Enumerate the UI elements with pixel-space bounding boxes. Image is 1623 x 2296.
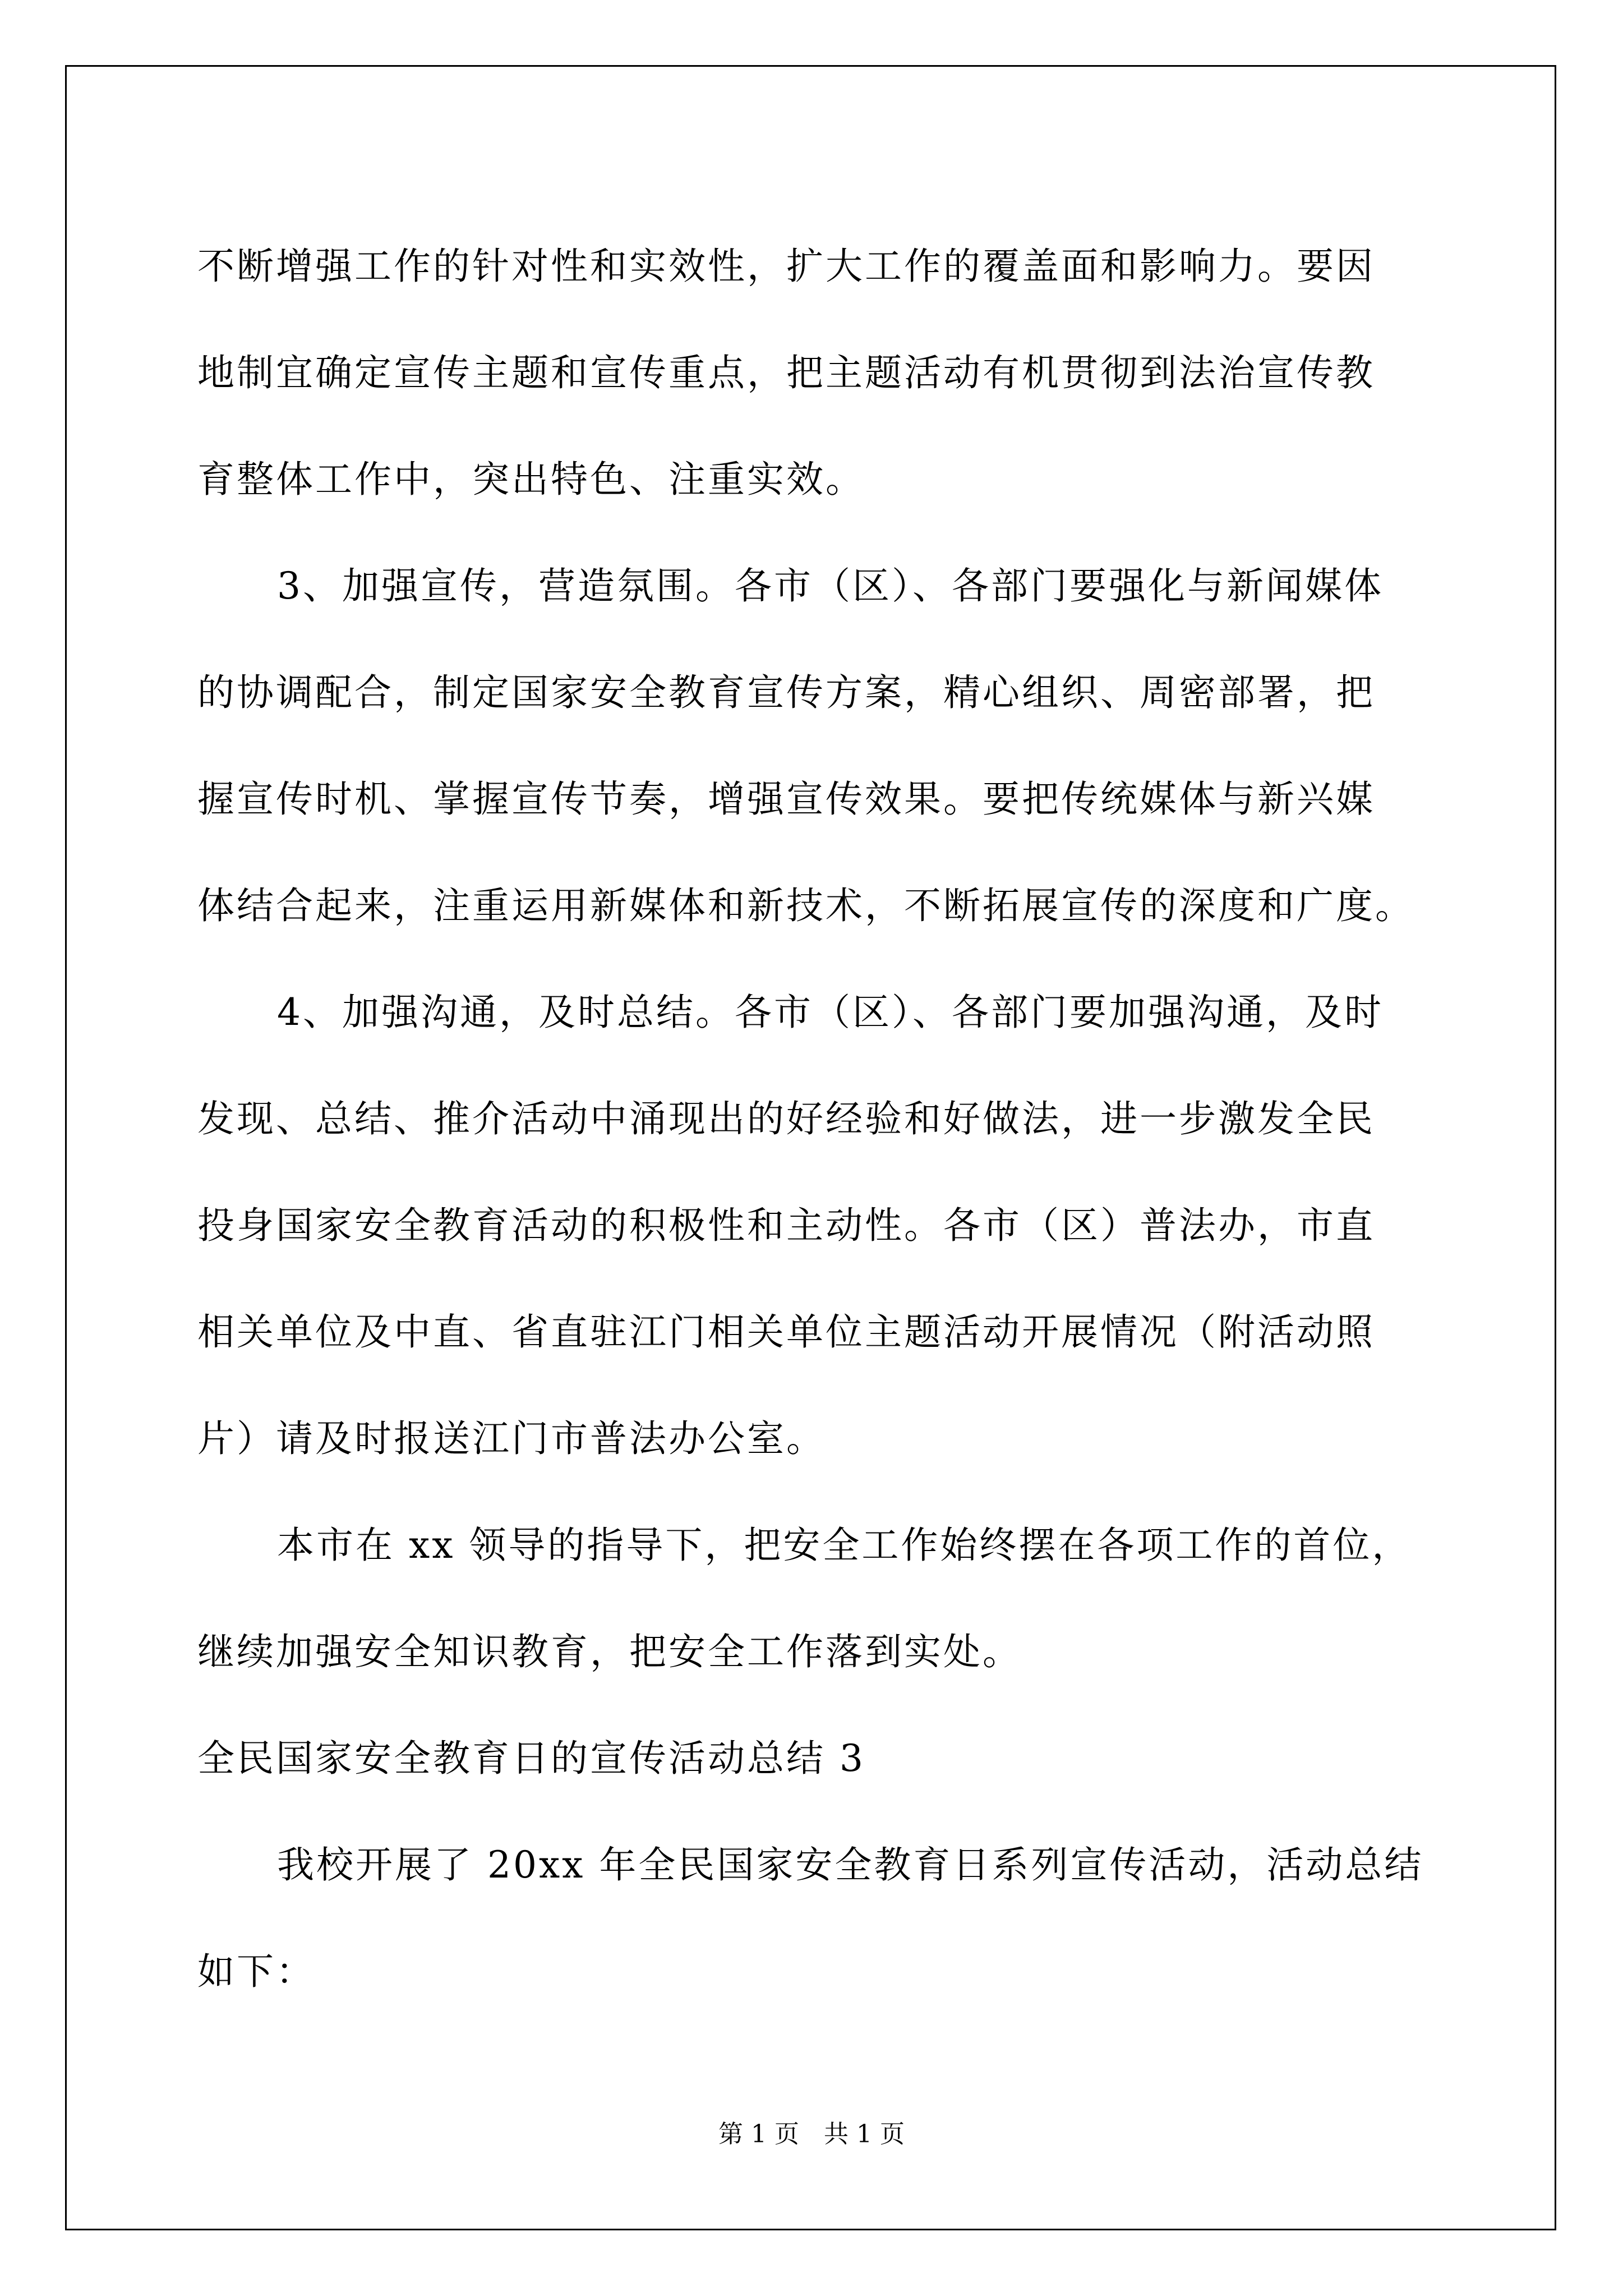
document-body [197, 213, 1424, 2025]
text-line: 片）请及时报送江门市普法办公室。 [197, 1417, 826, 1460]
text-line: 不断增强工作的针对性和实效性，扩大工作的覆盖面和影响力。要因 [197, 245, 1375, 288]
text-line: 地制宜确定宣传主题和宣传重点，把主题活动有机贯彻到法治宣传教 [197, 351, 1375, 394]
paragraph-start-line: 4、加强沟通，及时总结。各市（区）、各部门要加强沟通，及时 [277, 991, 1384, 1034]
paragraph-start-line: 本市在 xx 领导的指导下，把安全工作始终摆在各项工作的首位， [277, 1524, 1412, 1567]
text-line: 的协调配合，制定国家安全教育宣传方案，精心组织、周密部署，把 [197, 671, 1375, 714]
text-line: 握宣传时机、掌握宣传节奏，增强宣传效果。要把传统媒体与新兴媒 [197, 777, 1375, 821]
text-line: 如下： [197, 1950, 315, 1993]
text-line: 投身国家安全教育活动的积极性和主动性。各市（区）普法办，市直 [197, 1204, 1375, 1247]
text-line: 体结合起来，注重运用新媒体和新技术，不断拓展宣传的深度和广度。 [197, 884, 1414, 927]
paragraph-start-line: 我校开展了 20xx 年全民国家安全教育日系列宣传活动，活动总结 [277, 1843, 1424, 1887]
paragraph-start-line: 3、加强宣传，营造氛围。各市（区）、各部门要强化与新闻媒体 [277, 564, 1384, 608]
section-heading: 全民国家安全教育日的宣传活动总结 3 [197, 1737, 865, 1780]
text-line: 育整体工作中，突出特色、注重实效。 [197, 458, 865, 501]
page-footer: 第 1 页 共 1 页 [718, 2120, 905, 2148]
text-line: 相关单位及中直、省直驻江门相关单位主题活动开展情况（附活动照 [197, 1310, 1375, 1354]
text-line: 发现、总结、推介活动中涌现出的好经验和好做法，进一步激发全民 [197, 1097, 1375, 1140]
text-line: 继续加强安全知识教育，把安全工作落到实处。 [197, 1630, 1022, 1673]
